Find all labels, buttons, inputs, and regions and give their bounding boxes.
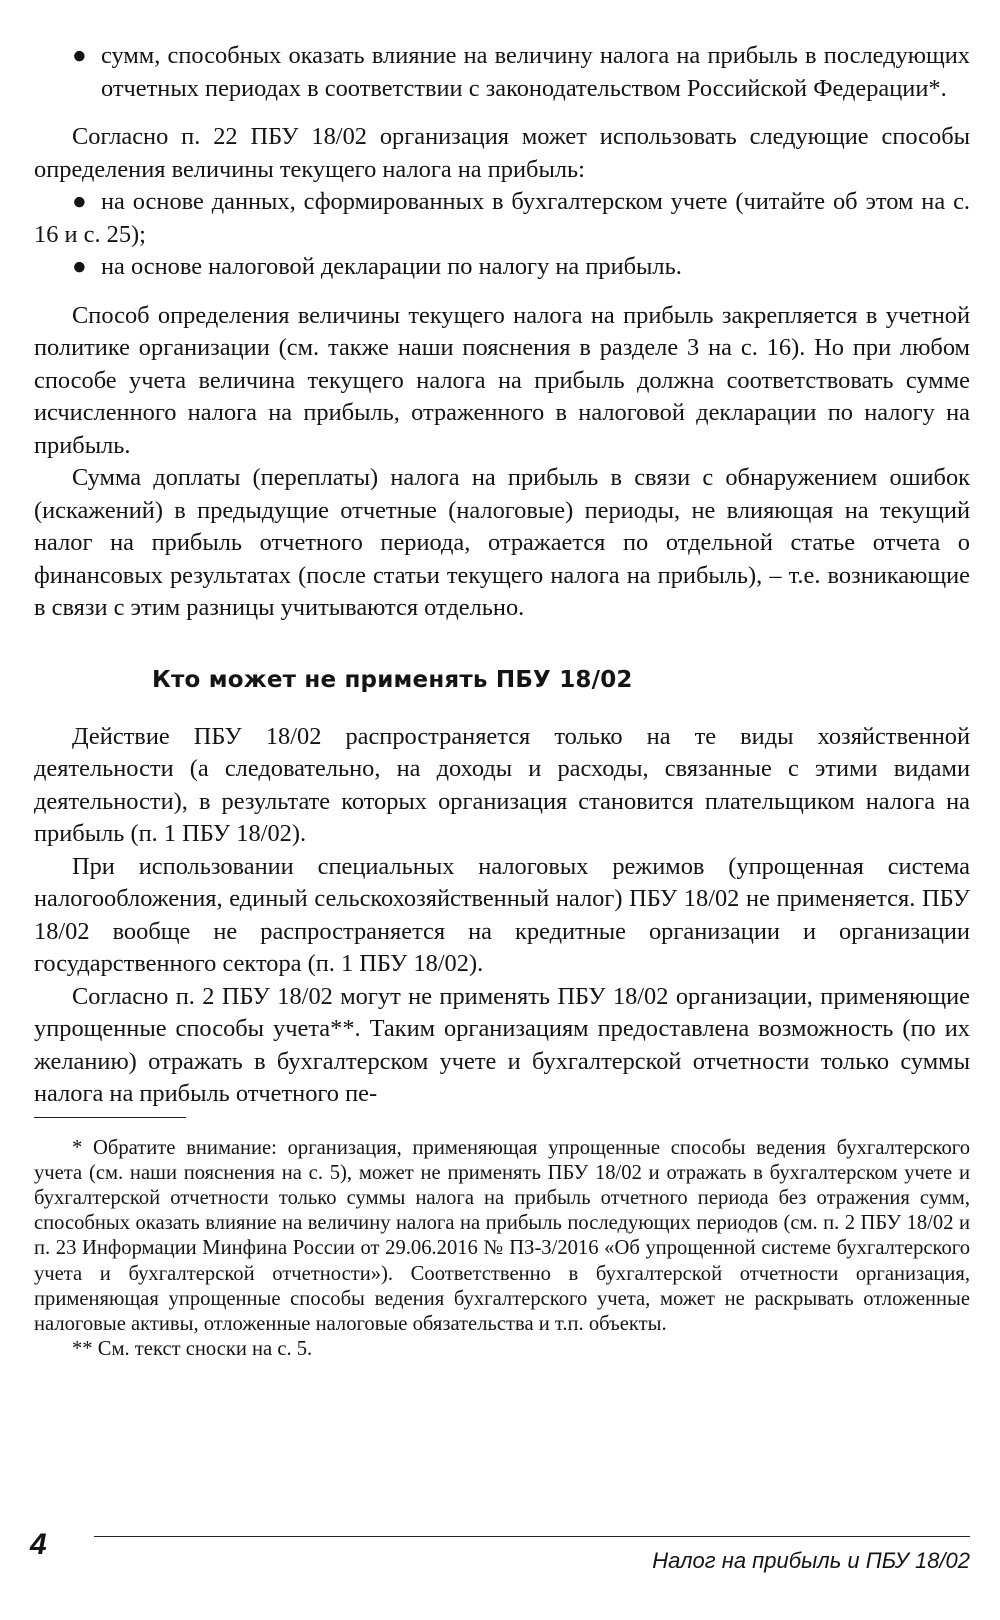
paragraph: Согласно п. 2 ПБУ 18/02 могут не применять ПБУ 18/02 организации, применяющие упрощенные способы учета**. Таким организациям предоставлена возможность (по их желанию) отражать в бухгалтерском учете и бухгалтерской отчетности только суммы налога на прибыль отчетного пе-	[34, 982, 970, 1107]
footnote-divider	[34, 1117, 186, 1118]
footnote-1: * Обратите внимание: организация, применяющая упрощенные способы ведения бухгалтерского учета (см. наши пояснения на с. 5), может не применять ПБУ 18/02 и отражать в бухгалтерском учете и бухгалтерской отчетности только суммы налога на прибыль отчетного периода без отражения сумм, способных оказать влияние на величину налога на прибыль последующих периодов (см. п. 2 ПБУ 18/02 и п. 23 Информации Минфина России от 29.06.2016 № ПЗ-3/2016 «Об упрощенной системе бухгалтерского учета и бухгалтерской отчетности»). Соответственно в бухгалтерской отчетности организация, применяющая упрощенные способы ведения бухгалтерского учета, может не раскрывать отложенные налоговые активы, отложенные налоговые обязательства и т.п. объекты.	[34, 1136, 970, 1335]
bullet-item: ● на основе данных, сформированных в бухгалтерском учете (читайте об этом на с. 16 и с. 25);	[34, 188, 970, 248]
paragraph: Способ определения величины текущего налога на прибыль закрепляется в учетной политике организации (см. также наши пояснения в разделе 3 на с. 16). Но при любом способе учета величина текущего налога на прибыль должна соответствовать сумме исчисленного налога на прибыль, отраженного в налоговой декларации по налогу на прибыль.	[34, 301, 970, 459]
bullet-item: ● сумм, способных оказать влияние на величину налога на прибыль в последующих отчетных периодах в соответствии с законодательством Российской Федерации*.	[72, 42, 970, 102]
footnote-2: ** См. текст сноски на с. 5.	[72, 1338, 313, 1361]
running-title: Налог на прибыль и ПБУ 18/02	[652, 1548, 970, 1573]
body-text	[34, 40, 970, 1111]
paragraph: Действие ПБУ 18/02 распространяется только на те виды хозяйственной деятельности (а следовательно, на доходы и расходы, связанные с этими видами деятельности), в результате которых организация становится плательщиком налога на прибыль (п. 1 ПБУ 18/02).	[34, 722, 970, 847]
paragraph: Сумма доплаты (переплаты) налога на прибыль в связи с обнаружением ошибок (искажений) в предыдущие отчетные (налоговые) периоды, не влияющая на текущий налог на прибыль отчетного периода, отражается по отдельной статье отчета о финансовых результатах (после статьи текущего налога на прибыль), – т.е. возникающие в связи с этим разницы учитываются отдельно.	[34, 464, 970, 621]
bullet-icon: ●	[72, 253, 87, 280]
section-heading: Кто может не применять ПБУ 18/02	[152, 666, 633, 693]
bullet-item: ● на основе налоговой декларации по налогу на прибыль.	[34, 251, 970, 284]
paragraph: При использовании специальных налоговых режимов (упрощенная система налогообложения, единый сельскохозяйственный налог) ПБУ 18/02 не применяется. ПБУ 18/02 вообще не распространяется на кредитные организации и организации государственного сектора (п. 1 ПБУ 18/02).	[34, 852, 970, 977]
paragraph: Согласно п. 22 ПБУ 18/02 организация может использовать следующие способы определения величины текущего налога на прибыль:	[34, 123, 970, 183]
bullet-icon: ●	[72, 42, 87, 69]
footnotes	[34, 1136, 970, 1363]
footer-rule	[94, 1536, 970, 1537]
page-footer	[30, 1528, 970, 1584]
page-number: 4	[30, 1528, 47, 1561]
bullet-icon: ●	[72, 188, 87, 215]
